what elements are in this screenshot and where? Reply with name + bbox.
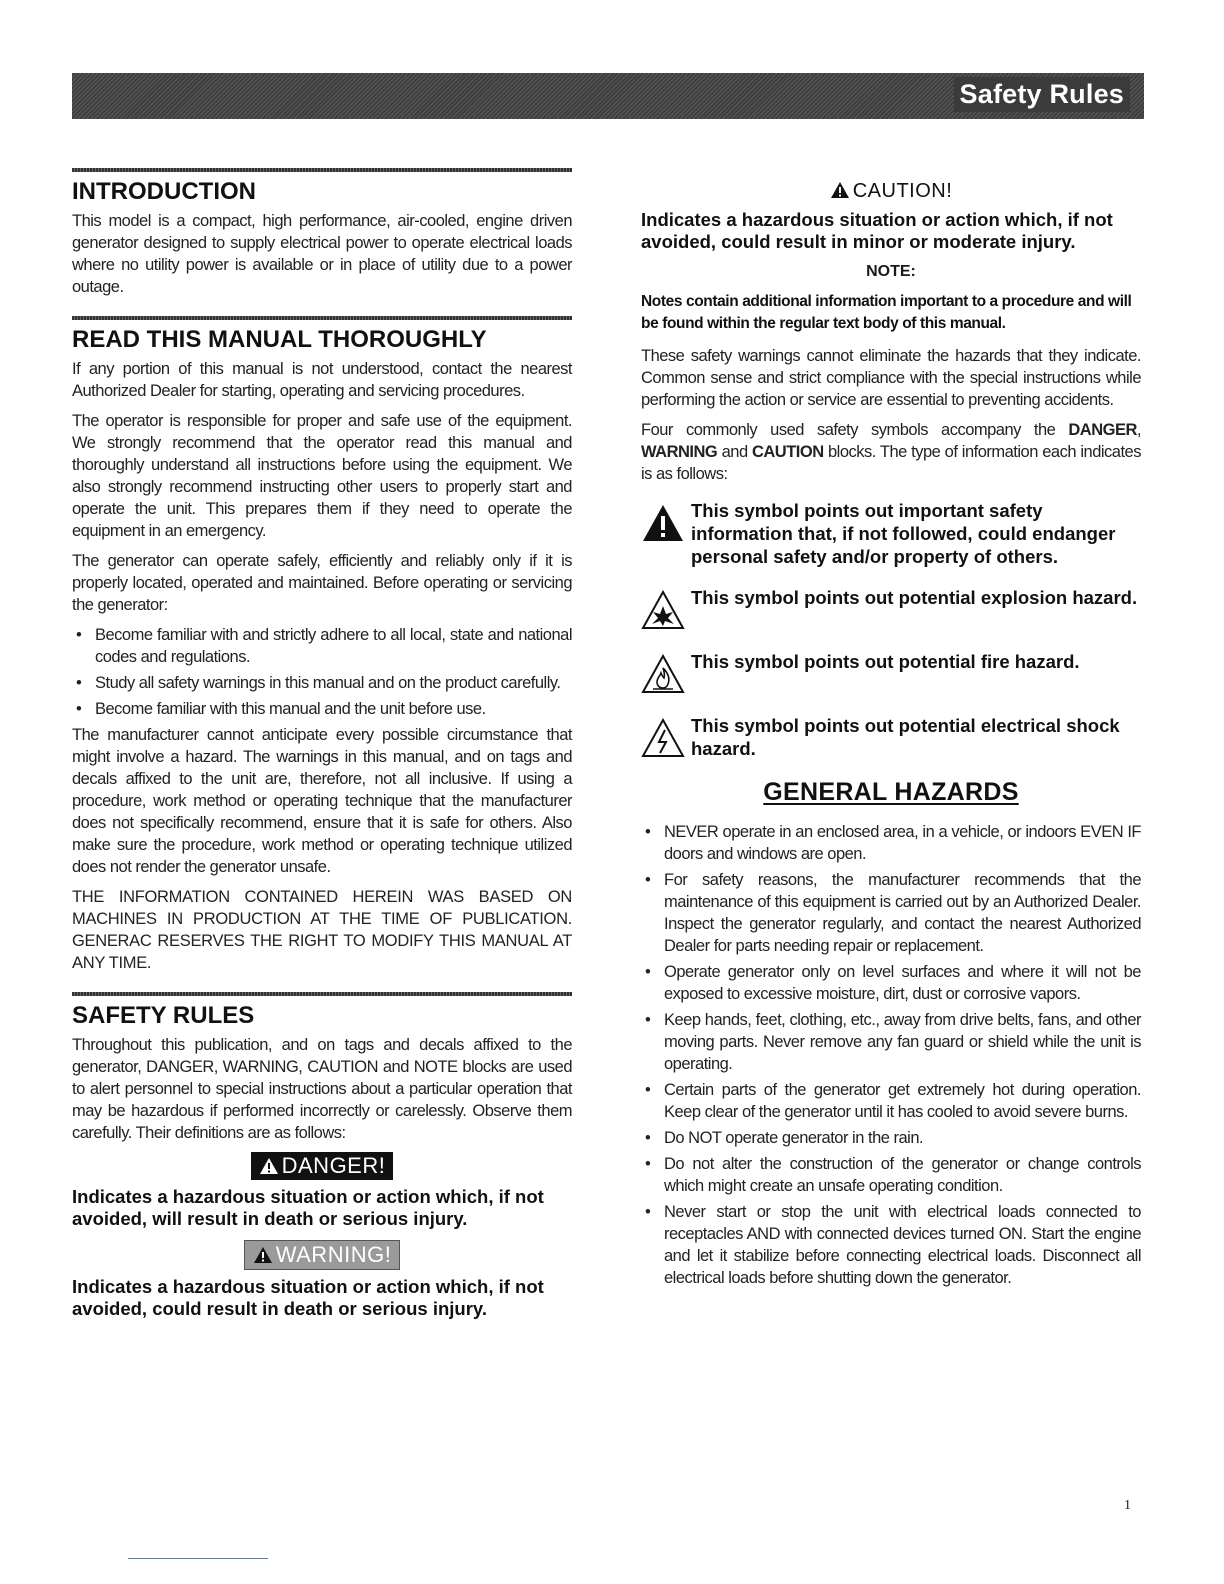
caution-badge: [830, 180, 953, 202]
note-definition: Notes contain additional information important to a procedure and will be found within the regular text body of this manual.: [641, 293, 1132, 332]
right-column: [641, 180, 1141, 1293]
intro-text: This model is a compact, high performance, air-cooled, engine driven generator designed to supply electrical power to operate electrical loads where no utility power is available or in place of utility due to a power outage.: [72, 212, 572, 296]
danger-definition: Indicates a hazardous situation or action which, if not avoided, will result in death or serious injury.: [72, 1186, 544, 1229]
list-item: • Do NOT operate generator in the rain.: [641, 1127, 1141, 1149]
read-manual-p4: The manufacturer cannot anticipate every possible circumstance that might involve a hazard. The warnings in this manual, and on tags and decals affixed to the unit are, therefore, not all inclusive. If using a procedure, work method or operating technique that the manufacturer does not specifically recommend, ensure that it is safe for others. Also make sure the procedure, work method or operating technique utilized does not render the generator unsafe.: [72, 726, 572, 876]
read-manual-heading: READ THIS MANUAL THOROUGHLY: [72, 326, 487, 353]
alert-triangle-icon: [253, 1246, 273, 1264]
list-item: • Become familiar with and strictly adhere to all local, state and national codes and regulations.: [72, 624, 572, 668]
warning-badge: [244, 1240, 401, 1270]
list-item: • Operate generator only on level surfaces and where it will not be exposed to excessive moisture, dirt, dust or corrosive vapors.: [641, 961, 1141, 1005]
symbol-safety-alert: [641, 499, 1141, 568]
symbol-text: This symbol points out potential fire hazard.: [691, 651, 1080, 672]
fire-icon: [641, 654, 685, 694]
symbol-fire: [641, 650, 1141, 696]
list-item: • NEVER operate in an enclosed area, in a vehicle, or indoors EVEN IF doors and windows are open.: [641, 821, 1141, 865]
list-item: • For safety reasons, the manufacturer recommends that the maintenance of this equipment is carried out by an Authorized Dealer. Inspect the generator regularly, and contact the nearest Authorized Dealer for parts needing repair or replacement.: [641, 869, 1141, 957]
read-manual-p3: The generator can operate safely, efficiently and reliably only if it is properly located, operated and maintained. Before operating or servicing the generator:: [72, 552, 572, 614]
danger-badge: [251, 1152, 394, 1180]
danger-signal: [72, 1152, 572, 1180]
symbol-explosion: [641, 586, 1141, 632]
explosion-icon: [641, 590, 685, 630]
list-item: • Certain parts of the generator get extremely hot during operation. Keep clear of the generator until it has cooled to avoid severe burns.: [641, 1079, 1141, 1123]
read-manual-p1: If any portion of this manual is not understood, contact the nearest Authorized Dealer for starting, operating and servicing procedures.: [72, 360, 572, 400]
list-item: • Keep hands, feet, clothing, etc., away from drive belts, fans, and other moving parts. Never remove any fan guard or shield while the unit is operating.: [641, 1009, 1141, 1075]
intro-heading: INTRODUCTION: [72, 178, 256, 205]
warning-label: WARNING!: [275, 1242, 392, 1267]
alert-triangle-icon: [830, 181, 850, 199]
symbols-intro-p1: These safety warnings cannot eliminate the hazards that they indicate. Common sense and strict compliance with the special instructions while performing the action or service are essential to preventing accidents.: [641, 347, 1141, 409]
list-item: • Never start or stop the unit with electrical loads connected to receptacles AND with connected devices turned ON. Start the engine and let it stabilize before connecting electrical loads. Disconnect all electrical loads before shutting down the generator.: [641, 1201, 1141, 1289]
text-run: CAUTION: [751, 443, 824, 461]
text-run: ,: [1136, 421, 1141, 439]
left-column: [72, 168, 572, 1330]
danger-label: DANGER!: [281, 1153, 386, 1178]
read-manual-bullets: [72, 624, 572, 720]
caution-signal: [641, 180, 1141, 203]
warning-definition: Indicates a hazardous situation or action which, if not avoided, could result in death or serious injury.: [72, 1276, 544, 1319]
safety-rules-text: Throughout this publication, and on tags and decals affixed to the generator, DANGER, WARNING, CAUTION and NOTE blocks are used to alert personnel to special instructions about a particular operation that may be hazardous if performed incorrectly or carelessly. Observe them carefully. Their definitions are as follows:: [72, 1036, 572, 1142]
safety-rules-heading: SAFETY RULES: [72, 1002, 255, 1029]
text-run: blocks. The type of information each indicates is as follows:: [641, 443, 1141, 483]
general-hazards-bullets: [641, 821, 1141, 1289]
list-item: • Do not alter the construction of the generator or change controls which might create an unsafe operating condition.: [641, 1153, 1141, 1197]
section-rule: [72, 316, 572, 320]
symbol-text: This symbol points out important safety information that, if not followed, could endanger personal safety and/or property of others.: [691, 500, 1116, 567]
footer-line: [128, 1558, 268, 1559]
header-banner: [72, 73, 1144, 119]
caution-definition: Indicates a hazardous situation or action which, if not avoided, could result in minor or moderate injury.: [641, 209, 1113, 252]
alert-triangle-icon: [259, 1157, 279, 1175]
symbol-text: This symbol points out potential explosion hazard.: [691, 587, 1138, 608]
page-number: 1: [1124, 1498, 1131, 1513]
general-hazards-heading: GENERAL HAZARDS: [763, 778, 1019, 806]
header-title: Safety Rules: [954, 77, 1130, 112]
symbol-electrical: [641, 714, 1141, 760]
electrical-shock-icon: [641, 718, 685, 758]
text-run: DANGER: [1068, 421, 1137, 439]
list-item: • Become familiar with this manual and the unit before use.: [72, 698, 572, 720]
warning-signal: [72, 1240, 572, 1270]
text-run: Four commonly used safety symbols accompany the: [641, 421, 1069, 439]
section-rule: [72, 168, 572, 172]
section-rule: [72, 992, 572, 996]
caution-label: CAUTION!: [852, 180, 953, 202]
list-item: • Study all safety warnings in this manual and on the product carefully.: [72, 672, 572, 694]
text-run: WARNING: [641, 443, 718, 461]
text-run: and: [717, 443, 752, 461]
read-manual-p2: The operator is responsible for proper and safe use of the equipment. We strongly recommend that the operator read this manual and thoroughly understand all instructions before using the equipment. We also strongly recommend instructing other users to properly start and operate the unit. This prepares them if they need to operate the equipment in an emergency.: [72, 412, 572, 540]
read-manual-p5: THE INFORMATION CONTAINED HEREIN WAS BASED ON MACHINES IN PRODUCTION AT THE TIME OF PUBLICATION. GENERAC RESERVES THE RIGHT TO MODIFY THIS MANUAL AT ANY TIME.: [72, 888, 572, 972]
symbols-intro-p2: [641, 419, 1141, 485]
symbol-text: This symbol points out potential electrical shock hazard.: [691, 715, 1120, 759]
note-label: NOTE:: [866, 263, 916, 280]
safety-alert-icon: [641, 503, 685, 543]
